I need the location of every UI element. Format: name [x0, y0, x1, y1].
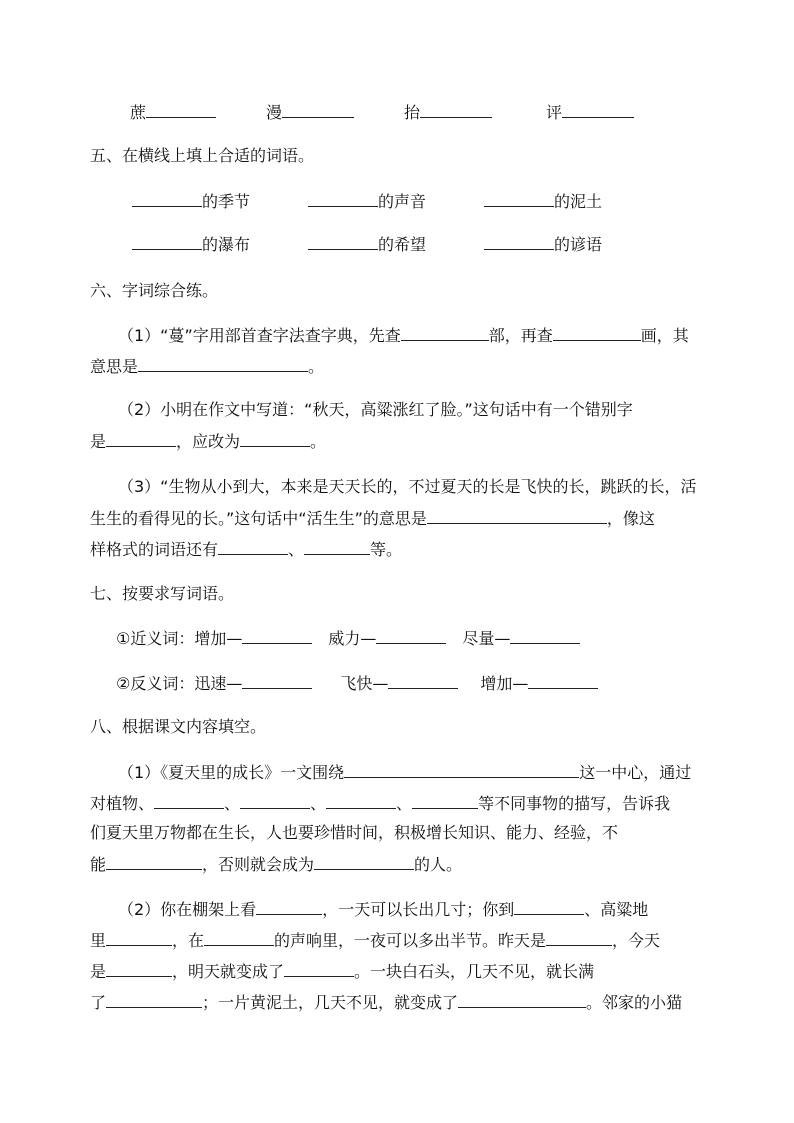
- text: 。: [310, 432, 327, 451]
- answer-blank[interactable]: [562, 101, 634, 118]
- answer-blank[interactable]: [204, 929, 274, 946]
- section-6-title: 六、字词综合练。: [90, 281, 219, 300]
- text: 威力—: [328, 629, 377, 648]
- text: 画，其: [640, 326, 689, 345]
- q6-p3-line3: [90, 538, 402, 561]
- q5-item: [132, 233, 250, 256]
- text: ；一片黄泥土，几天不见，就变成了: [202, 993, 459, 1012]
- answer-blank[interactable]: [256, 898, 322, 915]
- text: 意思是: [90, 357, 139, 376]
- text: 是: [90, 962, 107, 981]
- answer-blank[interactable]: [326, 792, 396, 809]
- text: 这一中心，通过: [579, 763, 692, 782]
- char-row-item: [546, 101, 634, 124]
- text: ，否则就会成为: [202, 855, 315, 874]
- q8-p2-line4: [90, 991, 682, 1014]
- answer-blank[interactable]: [376, 627, 446, 644]
- text: 等不同事物的描写，告诉我: [478, 794, 671, 813]
- text: （2）你在棚架上看: [118, 900, 257, 919]
- text: 、: [310, 794, 327, 813]
- text: 、: [224, 794, 241, 813]
- q5-item-text: 的季节: [202, 192, 251, 211]
- text: 增加—: [480, 674, 529, 693]
- answer-blank[interactable]: [514, 898, 584, 915]
- answer-blank[interactable]: [510, 627, 580, 644]
- q8-p1-line3: 们夏天里万物都在生长，人也要珍惜时间，积极增长知识、能力、经验，不: [90, 823, 619, 842]
- answer-blank[interactable]: [546, 929, 612, 946]
- text: 。一块白石头，几天不见，就长满: [354, 962, 595, 981]
- answer-blank[interactable]: [528, 672, 598, 689]
- text: 部，再查: [488, 326, 553, 345]
- text: 、: [396, 794, 413, 813]
- answer-blank[interactable]: [308, 190, 378, 207]
- q8-p1-line1: [118, 761, 691, 784]
- answer-blank[interactable]: [427, 507, 607, 524]
- answer-blank[interactable]: [218, 538, 288, 555]
- answer-blank[interactable]: [420, 101, 492, 118]
- text: ，今天: [612, 931, 661, 950]
- answer-blank[interactable]: [484, 190, 554, 207]
- q5-item-text: 的瀑布: [202, 235, 251, 254]
- text: ，像这: [606, 509, 655, 528]
- answer-blank[interactable]: [344, 761, 579, 778]
- answer-blank[interactable]: [240, 430, 310, 447]
- text: ②反义词：: [116, 674, 195, 693]
- text: 样格式的词语还有: [90, 540, 219, 559]
- answer-blank[interactable]: [314, 853, 414, 870]
- answer-blank[interactable]: [146, 101, 216, 118]
- q5-item: [308, 233, 426, 256]
- text: 能: [90, 855, 107, 874]
- text: 增加—: [194, 629, 243, 648]
- q5-item: [484, 233, 602, 256]
- answer-blank[interactable]: [106, 430, 176, 447]
- text: ，在: [172, 931, 205, 950]
- answer-blank[interactable]: [282, 101, 354, 118]
- text: 、高粱地: [584, 900, 649, 919]
- q7-synonyms: [116, 627, 580, 650]
- answer-blank[interactable]: [242, 672, 312, 689]
- char-row-item: [404, 101, 492, 124]
- section-5-title: 五、在横线上填上合适的词语。: [90, 146, 315, 165]
- answer-blank[interactable]: [308, 233, 378, 250]
- answer-blank[interactable]: [154, 792, 224, 809]
- text: 、: [288, 540, 305, 559]
- answer-blank[interactable]: [304, 538, 370, 555]
- q5-item: [132, 190, 250, 213]
- answer-blank[interactable]: [388, 672, 458, 689]
- text: 的人。: [414, 855, 463, 874]
- q5-item-text: 的希望: [378, 235, 427, 254]
- q6-p2-line2: [90, 430, 326, 453]
- q5-item-text: 的谚语: [554, 235, 603, 254]
- q8-p2-line1: [118, 898, 648, 921]
- char-label: 蔗: [130, 103, 147, 122]
- text: 是: [90, 432, 107, 451]
- answer-blank[interactable]: [106, 991, 202, 1008]
- text: 了: [90, 993, 107, 1012]
- text: 。邻家的小猫: [586, 993, 683, 1012]
- answer-blank[interactable]: [138, 355, 308, 372]
- char-label: 评: [546, 103, 563, 122]
- text: 迅速—: [194, 674, 243, 693]
- answer-blank[interactable]: [412, 792, 478, 809]
- q5-item: [484, 190, 602, 213]
- answer-blank[interactable]: [284, 960, 354, 977]
- text: ，应改为: [176, 432, 241, 451]
- q6-p1-line1: [118, 324, 689, 347]
- char-row-item: [266, 101, 354, 124]
- q6-p1-line2: [90, 355, 324, 378]
- q8-p1-line4: [90, 853, 462, 876]
- text: 尽量—: [462, 629, 511, 648]
- char-row-item: [130, 101, 216, 124]
- text: 对植物、: [90, 794, 155, 813]
- q8-p1-line2: [90, 792, 670, 815]
- answer-blank[interactable]: [106, 960, 172, 977]
- q5-item-text: 的声音: [378, 192, 427, 211]
- section-8-title: 八、根据课文内容填空。: [90, 717, 267, 736]
- q5-item: [308, 190, 426, 213]
- text: 等。: [370, 540, 403, 559]
- q6-p2-line1: （2）小明在作文中写道：“秋天，高粱涨红了脸。”这句话中有一个错别字: [118, 400, 633, 419]
- q6-p3-line2: [90, 507, 655, 530]
- answer-blank[interactable]: [132, 190, 202, 207]
- answer-blank[interactable]: [458, 991, 586, 1008]
- char-label: 抬: [404, 103, 421, 122]
- text: ①近义词：: [116, 629, 195, 648]
- answer-blank[interactable]: [240, 792, 310, 809]
- text: （1）“蔓”字用部首查字法查字典，先查: [118, 326, 401, 345]
- text: ，明天就变成了: [172, 962, 285, 981]
- char-label: 漫: [266, 103, 283, 122]
- text: ，一天可以长出几寸；你到: [322, 900, 515, 919]
- text: 飞快—: [340, 674, 389, 693]
- section-7-title: 七、按要求写词语。: [90, 584, 235, 603]
- q5-item-text: 的泥土: [554, 192, 603, 211]
- answer-blank[interactable]: [106, 929, 172, 946]
- q8-p2-line3: [90, 960, 594, 983]
- answer-blank[interactable]: [242, 627, 312, 644]
- text: 生生的看得见的长。”这句话中“活生生”的意思是: [90, 509, 427, 528]
- answer-blank[interactable]: [484, 233, 554, 250]
- q6-p3-line1: （3）“生物从小到大，本来是天天长的，不过夏天的长是飞快的长，跳跃的长，活: [118, 477, 697, 496]
- answer-blank[interactable]: [401, 324, 489, 341]
- q7-antonyms: [116, 672, 598, 695]
- answer-blank[interactable]: [553, 324, 641, 341]
- text: 的声响里，一夜可以多出半节。昨天是: [274, 931, 547, 950]
- text: （1）《夏天里的成长》一文围绕: [118, 763, 345, 782]
- text: 。: [308, 357, 325, 376]
- q8-p2-line2: [90, 929, 660, 952]
- text: 里: [90, 931, 107, 950]
- answer-blank[interactable]: [132, 233, 202, 250]
- answer-blank[interactable]: [106, 853, 202, 870]
